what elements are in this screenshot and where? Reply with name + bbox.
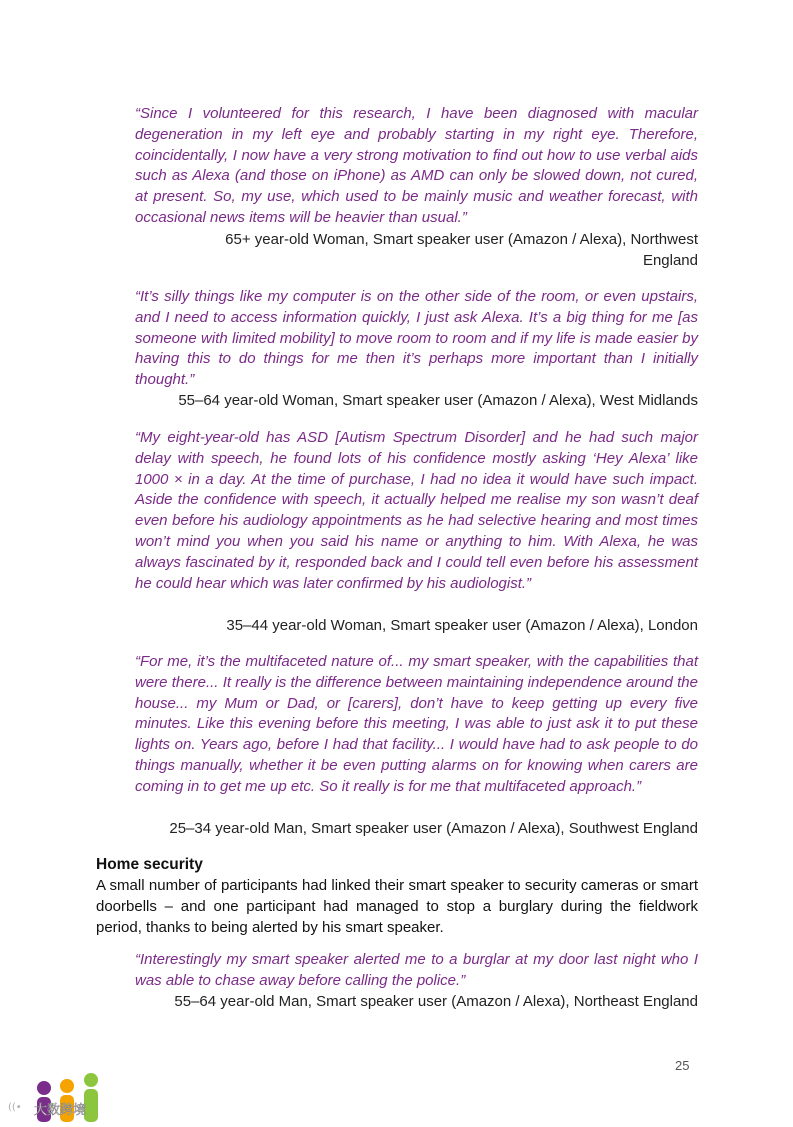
section-body: A small number of participants had linked their smart speaker to security cameras or smart doorbells – and one participant had managed to stop a burglary during the fieldwork period, thanks to being alerted by his smart speaker. [96,877,698,936]
section-heading: Home security [96,856,203,873]
page-number: 25 [675,1058,690,1073]
quote-3-attribution: 35–44 year-old Woman, Smart speaker user (Amazon / Alexa), London [226,617,698,634]
quote-3-text: “My eight-year-old has ASD [Autism Spectrum Disorder] and he had such major delay with speech, he found lots of his confidence mostly asking ‘Hey Alexa’ like 1000 × in a day. At the time of purchase, I had no idea it would have such impact. Aside the confidence with speech, it actually helped me realise my son wasn’t deaf even before his audiology appointments as he had selective hearing and most times won’t mind you when you said his name or anything to him. With Alexa, he was always fascinated by it, responded back and I could tell even before his assessment he could hear which was later confirmed by his audiologist.” [135,429,698,592]
people-figures-logo-icon [0,1072,115,1122]
quote-4-text: “For me, it’s the multifaceted nature of... my smart speaker, with the capabilities that were there... It really is the difference between maintaining independence around the house... my Mum or Dad, or [carers], don’t have to keep getting up every five minutes. Like this evening before this meeting, I was able to just ask it to put these lights on. Years ago, before I had that facility... I would have had to ask people to do things manually, whether it be even putting alarms on for knowing when carers are coming in to get me up etc. So it really is for me that multifaceted approach.” [135,653,698,795]
quote-4-attribution: 25–34 year-old Man, Smart speaker user (Amazon / Alexa), Southwest England [169,820,698,837]
svg-text:((•: ((• [8,1102,22,1113]
quote-1-text: “Since I volunteered for this research, I have been diagnosed with macular degeneration in my left eye and probably starting in my right eye. Therefore, coincidentally, I now have a very strong motivation to find out how to use verbal aids such as Alexa (and those on iPhone) as AMD can only be slowed down, not cured, at present. So, my use, which used to be mainly music and weather forecast, with occasional news items will be heavier than usual.” [135,105,698,226]
quote-2-text: “It’s silly things like my computer is on the other side of the room, or even upstairs, and I need to access information quickly, I just ask Alexa. It’s a big thing for me [as someone with limited mobility] to move room to room and if my life is made easier by having this to do things for me then it’s perhaps more important than I initially thought.” [135,288,698,389]
quote-2-attribution: 55–64 year-old Woman, Smart speaker user (Amazon / Alexa), West Midlands [178,392,698,409]
quote-1-attribution: 65+ year-old Woman, Smart speaker user (Amazon / Alexa), Northwest England [225,231,698,269]
quote-5-attribution: 55–64 year-old Man, Smart speaker user (Amazon / Alexa), Northeast England [174,993,698,1010]
watermark-text: 大数跨境 [34,1103,87,1118]
quote-5-text: “Interestingly my smart speaker alerted me to a burglar at my door last night who I was able to chase away before calling the police.” [135,951,698,989]
footer-logo [0,1072,115,1122]
